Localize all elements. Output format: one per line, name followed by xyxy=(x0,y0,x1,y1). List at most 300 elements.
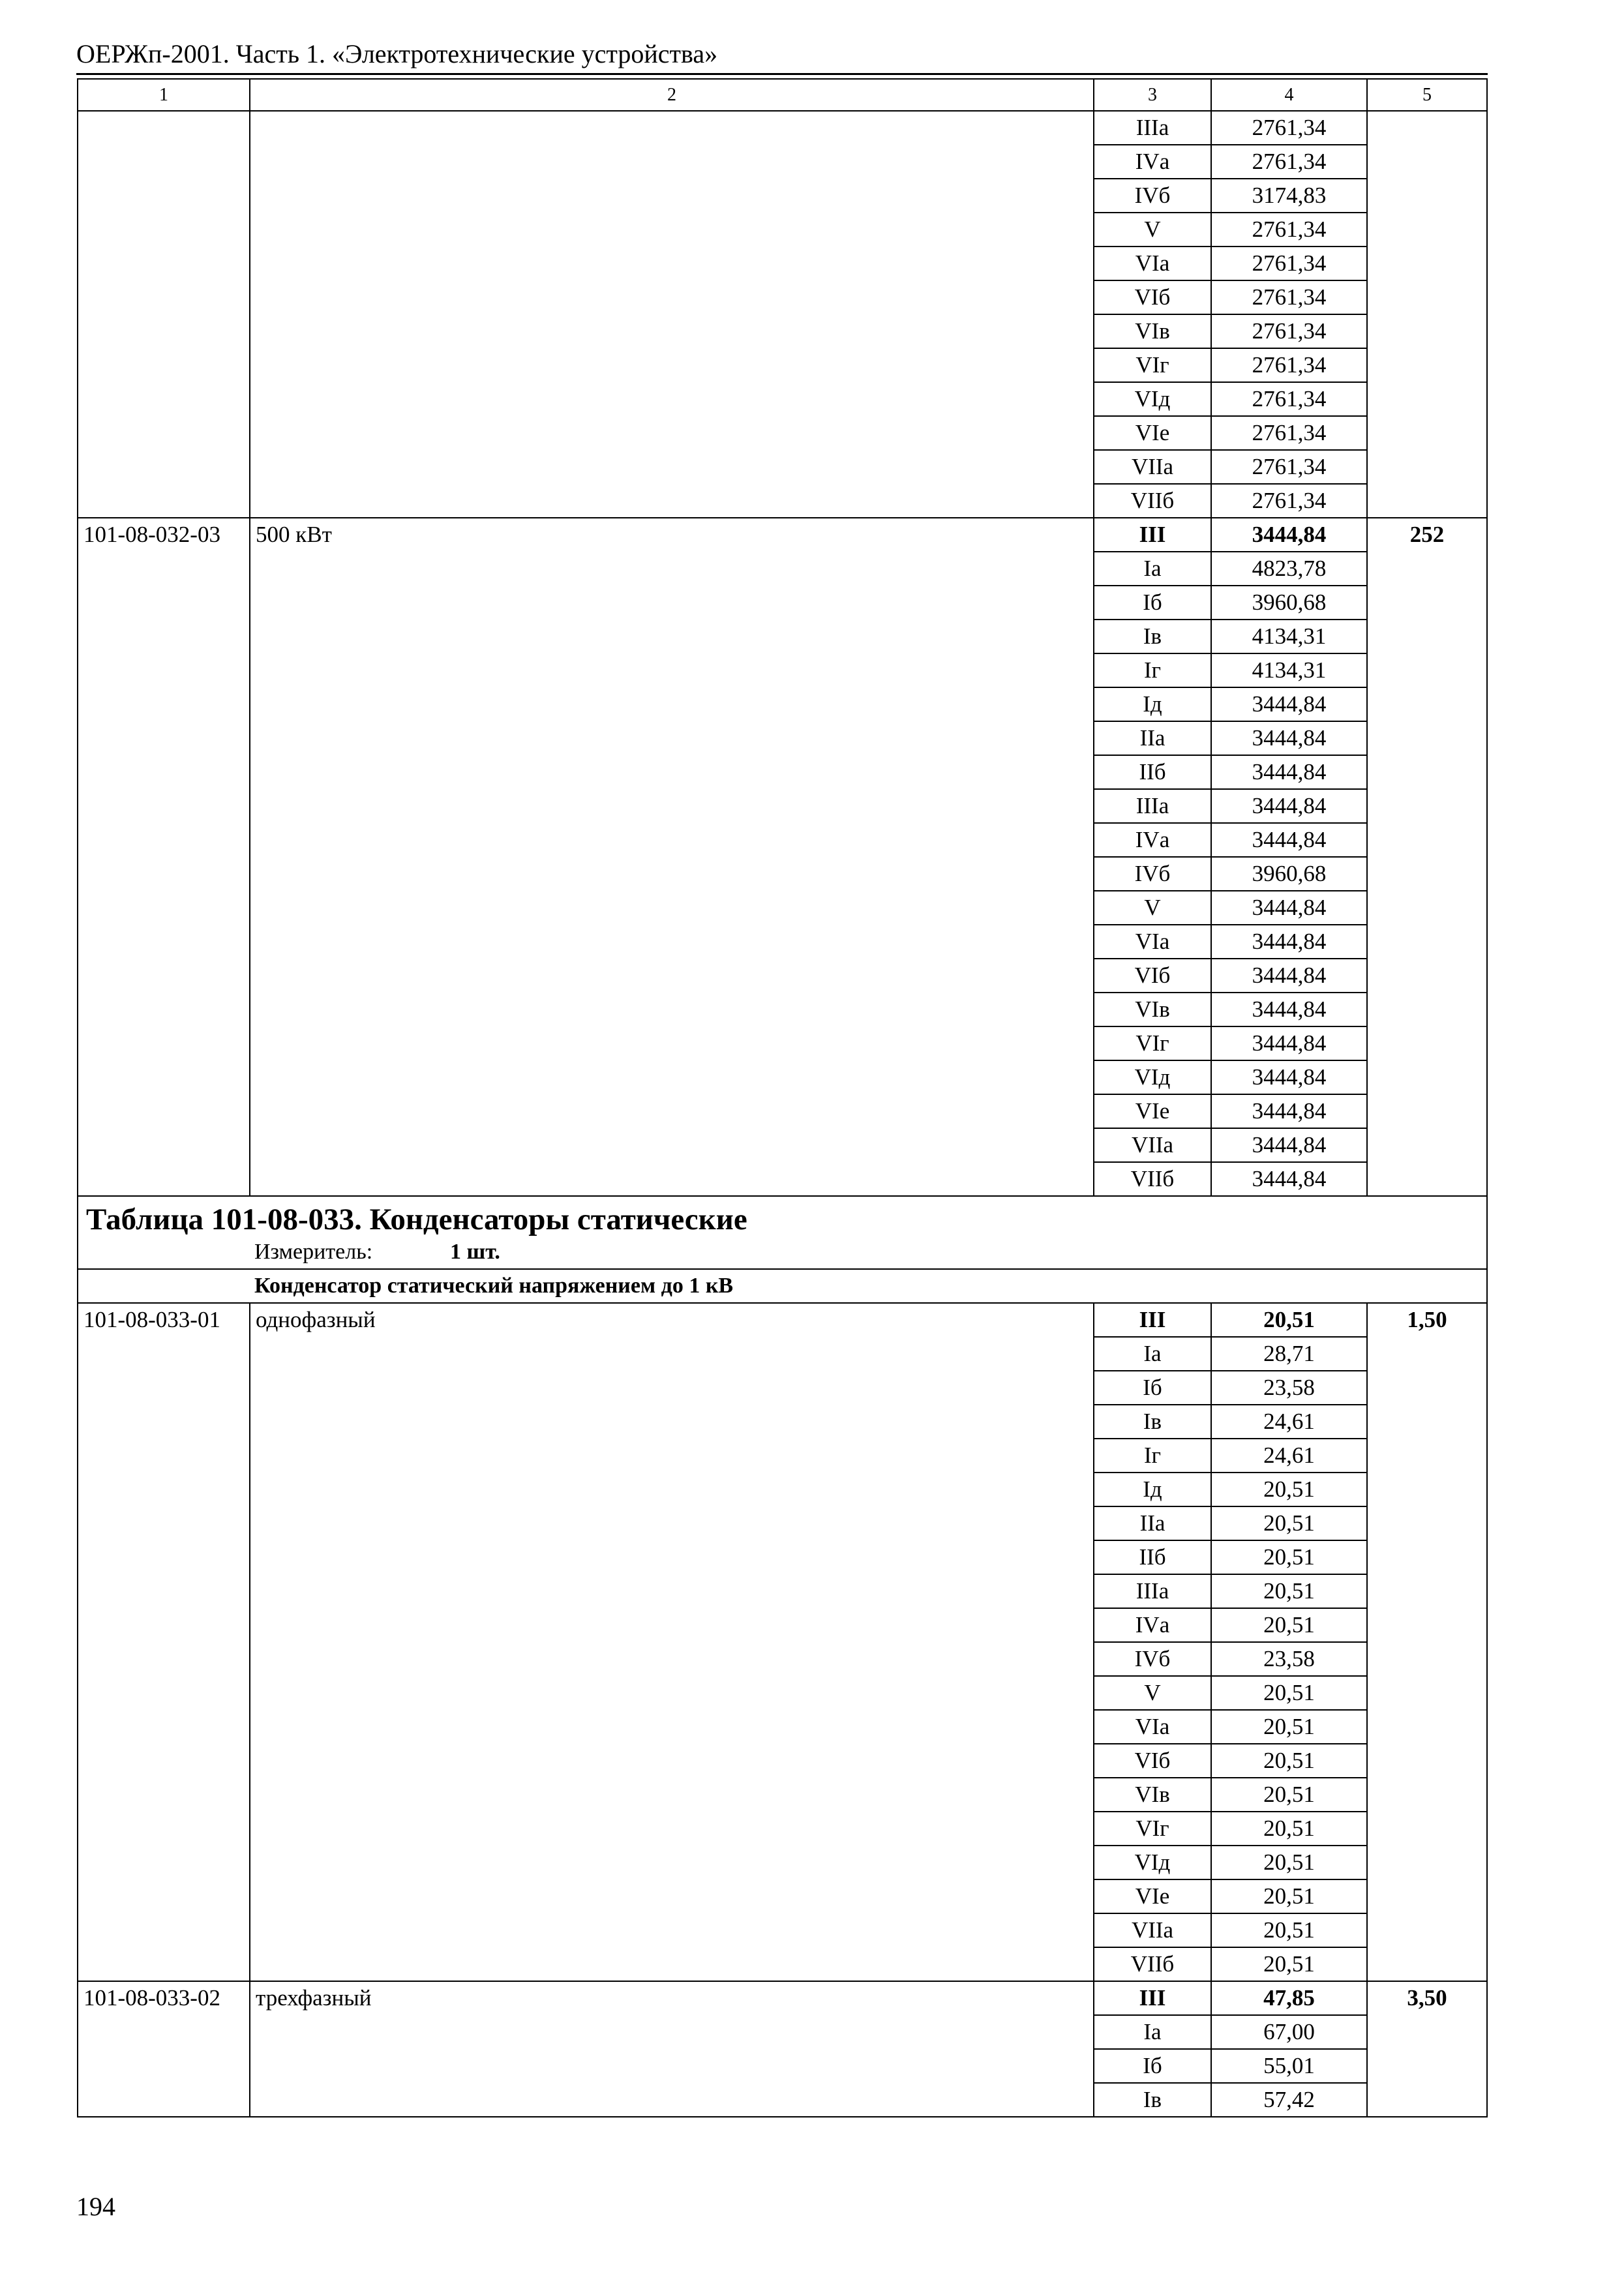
price-cell: 20,51 xyxy=(1211,1303,1367,1337)
rate-code xyxy=(78,789,250,823)
price-cell: 3960,68 xyxy=(1211,857,1367,891)
rate-description xyxy=(250,925,1094,959)
zone-cell: V xyxy=(1094,891,1211,925)
column-number: 1 xyxy=(78,79,250,111)
rate-description: 500 кВт xyxy=(250,518,1094,552)
price-cell: 3444,84 xyxy=(1211,993,1367,1026)
column-number: 3 xyxy=(1094,79,1211,111)
zone-cell: VIIа xyxy=(1094,1128,1211,1162)
table-row xyxy=(78,484,1487,518)
price-cell: 20,51 xyxy=(1211,1778,1367,1812)
zone-cell: IVб xyxy=(1094,179,1211,213)
rate-description xyxy=(250,1913,1094,1947)
rate-code xyxy=(78,823,250,857)
zone-cell: Iг xyxy=(1094,1439,1211,1473)
rate-code xyxy=(78,314,250,348)
price-cell: 20,51 xyxy=(1211,1846,1367,1879)
rate-description xyxy=(250,247,1094,280)
zone-cell: IIIа xyxy=(1094,1574,1211,1608)
table-row xyxy=(78,552,1487,586)
zone-cell: Iд xyxy=(1094,687,1211,721)
rate-code xyxy=(78,959,250,993)
column-5-value xyxy=(1367,857,1487,891)
rate-code xyxy=(78,1540,250,1574)
table-row xyxy=(78,1642,1487,1676)
zone-cell: Iа xyxy=(1094,552,1211,586)
rate-code xyxy=(78,1744,250,1778)
rate-description xyxy=(250,1094,1094,1128)
rate-code xyxy=(78,891,250,925)
table-row xyxy=(78,247,1487,280)
table-row xyxy=(78,586,1487,620)
column-5-value xyxy=(1367,789,1487,823)
rate-code xyxy=(78,1710,250,1744)
table-row xyxy=(78,1405,1487,1439)
price-cell: 3444,84 xyxy=(1211,518,1367,552)
price-cell: 20,51 xyxy=(1211,1574,1367,1608)
column-5-value xyxy=(1367,1405,1487,1439)
zone-cell: Iв xyxy=(1094,1405,1211,1439)
rate-code xyxy=(78,1337,250,1371)
table-row xyxy=(78,1128,1487,1162)
column-5-value xyxy=(1367,2015,1487,2049)
table-row xyxy=(78,1060,1487,1094)
rate-code xyxy=(78,1060,250,1094)
table-row xyxy=(78,2049,1487,2083)
price-cell: 3444,84 xyxy=(1211,1094,1367,1128)
zone-cell: III xyxy=(1094,1981,1211,2015)
zone-cell: Iг xyxy=(1094,653,1211,687)
column-5-value: 1,50 xyxy=(1367,1303,1487,1337)
column-5-value xyxy=(1367,755,1487,789)
rate-code xyxy=(78,1371,250,1405)
rate-code xyxy=(78,484,250,518)
rate-description xyxy=(250,687,1094,721)
rate-description xyxy=(250,552,1094,586)
zone-cell: IIIа xyxy=(1094,111,1211,145)
rate-description xyxy=(250,280,1094,314)
table-row xyxy=(78,1913,1487,1947)
table-row xyxy=(78,993,1487,1026)
table-row xyxy=(78,416,1487,450)
rate-code xyxy=(78,1676,250,1710)
zone-cell: IIа xyxy=(1094,721,1211,755)
price-cell: 67,00 xyxy=(1211,2015,1367,2049)
table-row xyxy=(78,1337,1487,1371)
zone-cell: VIе xyxy=(1094,416,1211,450)
zone-cell: Iб xyxy=(1094,2049,1211,2083)
zone-cell: Iб xyxy=(1094,1371,1211,1405)
rate-code xyxy=(78,382,250,416)
column-5-value xyxy=(1367,450,1487,484)
rate-code: 101-08-033-02 xyxy=(78,1981,250,2015)
column-5-value xyxy=(1367,959,1487,993)
zone-cell: Iв xyxy=(1094,620,1211,653)
zone-cell: VIг xyxy=(1094,1026,1211,1060)
rate-description xyxy=(250,1439,1094,1473)
column-5-value: 252 xyxy=(1367,518,1487,552)
column-5-value xyxy=(1367,2083,1487,2117)
column-5-value xyxy=(1367,993,1487,1026)
column-number: 2 xyxy=(250,79,1094,111)
price-cell: 3444,84 xyxy=(1211,823,1367,857)
rate-code xyxy=(78,1506,250,1540)
rate-code xyxy=(78,1094,250,1128)
rate-code xyxy=(78,1473,250,1506)
zone-cell: VIб xyxy=(1094,1744,1211,1778)
zone-cell: IIб xyxy=(1094,755,1211,789)
zone-cell: VIIб xyxy=(1094,1947,1211,1981)
table-row xyxy=(78,1506,1487,1540)
rate-code xyxy=(78,1162,250,1196)
table-row xyxy=(78,959,1487,993)
column-5-value xyxy=(1367,1128,1487,1162)
rate-description xyxy=(250,1371,1094,1405)
column-5-value xyxy=(1367,1473,1487,1506)
table-row xyxy=(78,1947,1487,1981)
rate-description: трехфазный xyxy=(250,1981,1094,2015)
table-row xyxy=(78,1608,1487,1642)
rate-code xyxy=(78,111,250,145)
rate-description xyxy=(250,1162,1094,1196)
table-title-row xyxy=(78,1196,1487,1269)
table-row xyxy=(78,518,1487,552)
column-5-value xyxy=(1367,179,1487,213)
table-row xyxy=(78,1439,1487,1473)
rate-code xyxy=(78,1439,250,1473)
rate-description xyxy=(250,1574,1094,1608)
price-cell: 3174,83 xyxy=(1211,179,1367,213)
rate-description xyxy=(250,1846,1094,1879)
table-row xyxy=(78,1574,1487,1608)
table-row xyxy=(78,823,1487,857)
table-row xyxy=(78,789,1487,823)
table-row xyxy=(78,382,1487,416)
zone-cell: VIд xyxy=(1094,1846,1211,1879)
rate-description xyxy=(250,620,1094,653)
table-row xyxy=(78,1473,1487,1506)
price-cell: 2761,34 xyxy=(1211,450,1367,484)
rate-code xyxy=(78,1846,250,1879)
rate-code xyxy=(78,145,250,179)
price-cell: 3444,84 xyxy=(1211,1162,1367,1196)
price-cell: 57,42 xyxy=(1211,2083,1367,2117)
rate-code xyxy=(78,1405,250,1439)
page-number: 194 xyxy=(76,2192,115,2221)
zone-cell: IVб xyxy=(1094,857,1211,891)
zone-cell: IIIа xyxy=(1094,789,1211,823)
rate-code xyxy=(78,1128,250,1162)
zone-cell: Iа xyxy=(1094,1337,1211,1371)
price-cell: 4823,78 xyxy=(1211,552,1367,586)
zone-cell: VIа xyxy=(1094,1710,1211,1744)
table-row xyxy=(78,1371,1487,1405)
price-cell: 2761,34 xyxy=(1211,111,1367,145)
price-cell: 3444,84 xyxy=(1211,959,1367,993)
table-row xyxy=(78,1744,1487,1778)
subheading: Конденсатор статический напряжением до 1 кВ xyxy=(78,1269,1487,1303)
table-row xyxy=(78,2083,1487,2117)
rate-description xyxy=(250,1540,1094,1574)
zone-cell: VIд xyxy=(1094,1060,1211,1094)
running-header: ОЕРЖп-2001. Часть 1. «Электротехнические устройства» xyxy=(76,39,718,68)
column-5-value xyxy=(1367,1574,1487,1608)
rate-description xyxy=(250,1337,1094,1371)
column-number-row xyxy=(78,79,1487,111)
price-cell: 23,58 xyxy=(1211,1642,1367,1676)
zone-cell: III xyxy=(1094,1303,1211,1337)
price-cell: 3444,84 xyxy=(1211,1060,1367,1094)
rate-description xyxy=(250,789,1094,823)
rate-description xyxy=(250,1676,1094,1710)
table-row xyxy=(78,687,1487,721)
price-cell: 20,51 xyxy=(1211,1744,1367,1778)
column-5-value xyxy=(1367,1710,1487,1744)
rate-description xyxy=(250,823,1094,857)
table-row xyxy=(78,1540,1487,1574)
price-cell: 3444,84 xyxy=(1211,789,1367,823)
column-5-value xyxy=(1367,382,1487,416)
zone-cell: VIг xyxy=(1094,348,1211,382)
zone-cell: IVа xyxy=(1094,823,1211,857)
column-5-value xyxy=(1367,314,1487,348)
rate-code xyxy=(78,857,250,891)
table-row xyxy=(78,1846,1487,1879)
zone-cell: VIе xyxy=(1094,1879,1211,1913)
table-row xyxy=(78,213,1487,247)
column-5-value xyxy=(1367,1540,1487,1574)
table-row xyxy=(78,721,1487,755)
column-5-value xyxy=(1367,247,1487,280)
rate-code xyxy=(78,1642,250,1676)
rate-description xyxy=(250,111,1094,145)
price-cell: 24,61 xyxy=(1211,1405,1367,1439)
zone-cell: Iд xyxy=(1094,1473,1211,1506)
price-cell: 20,51 xyxy=(1211,1473,1367,1506)
column-5-value: 3,50 xyxy=(1367,1981,1487,2015)
column-5-value xyxy=(1367,1094,1487,1128)
table-row xyxy=(78,925,1487,959)
column-5-value xyxy=(1367,1812,1487,1846)
table-row xyxy=(78,1026,1487,1060)
price-cell: 2761,34 xyxy=(1211,484,1367,518)
rate-code xyxy=(78,213,250,247)
rate-code xyxy=(78,1947,250,1981)
rate-description xyxy=(250,586,1094,620)
rate-description xyxy=(250,1710,1094,1744)
table-row xyxy=(78,1303,1487,1337)
column-5-value xyxy=(1367,1371,1487,1405)
rate-description xyxy=(250,1608,1094,1642)
price-cell: 2761,34 xyxy=(1211,314,1367,348)
rate-description xyxy=(250,1060,1094,1094)
column-5-value xyxy=(1367,416,1487,450)
rate-code: 101-08-032-03 xyxy=(78,518,250,552)
price-cell: 3444,84 xyxy=(1211,1026,1367,1060)
table-row xyxy=(78,111,1487,145)
column-5-value xyxy=(1367,145,1487,179)
column-5-value xyxy=(1367,1026,1487,1060)
rate-description xyxy=(250,959,1094,993)
rate-description: однофазный xyxy=(250,1303,1094,1337)
rate-code xyxy=(78,586,250,620)
zone-cell: IVа xyxy=(1094,1608,1211,1642)
zone-cell: VIа xyxy=(1094,925,1211,959)
column-5-value xyxy=(1367,891,1487,925)
price-cell: 20,51 xyxy=(1211,1812,1367,1846)
measure-value: 1 шт. xyxy=(450,1240,500,1264)
table-row xyxy=(78,891,1487,925)
zone-cell: Iв xyxy=(1094,2083,1211,2117)
rate-description xyxy=(250,891,1094,925)
table-row xyxy=(78,1710,1487,1744)
rate-code xyxy=(78,620,250,653)
zone-cell: VIIб xyxy=(1094,1162,1211,1196)
table-row xyxy=(78,1162,1487,1196)
zone-cell: VIб xyxy=(1094,959,1211,993)
zone-cell: VIIа xyxy=(1094,450,1211,484)
price-cell: 20,51 xyxy=(1211,1947,1367,1981)
rate-description xyxy=(250,1947,1094,1981)
rate-code xyxy=(78,1026,250,1060)
price-cell: 24,61 xyxy=(1211,1439,1367,1473)
table-title-cell xyxy=(78,1196,1487,1269)
rate-description xyxy=(250,1405,1094,1439)
rate-code xyxy=(78,416,250,450)
zone-cell: V xyxy=(1094,213,1211,247)
column-5-value xyxy=(1367,1947,1487,1981)
zone-cell: IVб xyxy=(1094,1642,1211,1676)
column-5-value xyxy=(1367,823,1487,857)
rate-code xyxy=(78,1574,250,1608)
rate-code xyxy=(78,925,250,959)
rate-description xyxy=(250,1506,1094,1540)
rate-code xyxy=(78,552,250,586)
price-cell: 20,51 xyxy=(1211,1608,1367,1642)
column-5-value xyxy=(1367,1778,1487,1812)
rate-code xyxy=(78,1778,250,1812)
price-cell: 3444,84 xyxy=(1211,755,1367,789)
price-cell: 20,51 xyxy=(1211,1540,1367,1574)
measure-label: Измеритель: xyxy=(254,1240,373,1264)
rate-code xyxy=(78,348,250,382)
rate-description xyxy=(250,213,1094,247)
table-row xyxy=(78,1812,1487,1846)
column-5-value xyxy=(1367,1162,1487,1196)
column-5-value xyxy=(1367,1744,1487,1778)
rates-table xyxy=(77,78,1488,2117)
price-cell: 2761,34 xyxy=(1211,348,1367,382)
rate-description xyxy=(250,653,1094,687)
rate-description xyxy=(250,450,1094,484)
column-5-value xyxy=(1367,1676,1487,1710)
table-row xyxy=(78,1094,1487,1128)
zone-cell: VIе xyxy=(1094,1094,1211,1128)
column-5-value xyxy=(1367,925,1487,959)
column-5-value xyxy=(1367,280,1487,314)
table-row xyxy=(78,1778,1487,1812)
rate-code xyxy=(78,1913,250,1947)
price-cell: 20,51 xyxy=(1211,1506,1367,1540)
table-row xyxy=(78,179,1487,213)
rate-description xyxy=(250,416,1094,450)
table-row xyxy=(78,450,1487,484)
rate-description xyxy=(250,721,1094,755)
rate-code xyxy=(78,755,250,789)
rate-description xyxy=(250,314,1094,348)
table-row xyxy=(78,653,1487,687)
zone-cell: VIб xyxy=(1094,280,1211,314)
column-number: 5 xyxy=(1367,79,1487,111)
rate-description xyxy=(250,1642,1094,1676)
zone-cell: IIа xyxy=(1094,1506,1211,1540)
table-row xyxy=(78,2015,1487,2049)
table-row xyxy=(78,1879,1487,1913)
rate-code xyxy=(78,721,250,755)
zone-cell: IVа xyxy=(1094,145,1211,179)
column-5-value xyxy=(1367,1439,1487,1473)
rate-code xyxy=(78,993,250,1026)
price-cell: 20,51 xyxy=(1211,1913,1367,1947)
rate-code xyxy=(78,450,250,484)
table-row xyxy=(78,348,1487,382)
table-title: Таблица 101-08-033. Конденсаторы статические xyxy=(86,1203,747,1236)
rate-description xyxy=(250,382,1094,416)
price-cell: 20,51 xyxy=(1211,1676,1367,1710)
column-5-value xyxy=(1367,620,1487,653)
zone-cell: VIв xyxy=(1094,1778,1211,1812)
column-5-value xyxy=(1367,1337,1487,1371)
price-cell: 23,58 xyxy=(1211,1371,1367,1405)
price-cell: 4134,31 xyxy=(1211,620,1367,653)
price-cell: 3444,84 xyxy=(1211,1128,1367,1162)
price-cell: 3444,84 xyxy=(1211,925,1367,959)
rate-description xyxy=(250,1879,1094,1913)
rate-code xyxy=(78,179,250,213)
price-cell: 20,51 xyxy=(1211,1879,1367,1913)
zone-cell: VIд xyxy=(1094,382,1211,416)
zone-cell: V xyxy=(1094,1676,1211,1710)
rate-code xyxy=(78,687,250,721)
rate-description xyxy=(250,857,1094,891)
column-5-value xyxy=(1367,1608,1487,1642)
column-5-value xyxy=(1367,721,1487,755)
rate-code: 101-08-033-01 xyxy=(78,1303,250,1337)
rate-code xyxy=(78,2049,250,2083)
rate-description xyxy=(250,1026,1094,1060)
column-5-value xyxy=(1367,1846,1487,1879)
zone-cell: Iа xyxy=(1094,2015,1211,2049)
rate-description xyxy=(250,2083,1094,2117)
column-5-value xyxy=(1367,2049,1487,2083)
column-5-value xyxy=(1367,1642,1487,1676)
rate-description xyxy=(250,993,1094,1026)
zone-cell: Iб xyxy=(1094,586,1211,620)
price-cell: 4134,31 xyxy=(1211,653,1367,687)
column-5-value xyxy=(1367,111,1487,145)
zone-cell: IIб xyxy=(1094,1540,1211,1574)
rate-description xyxy=(250,1812,1094,1846)
table-row xyxy=(78,857,1487,891)
price-cell: 2761,34 xyxy=(1211,145,1367,179)
rate-description xyxy=(250,2049,1094,2083)
rate-description xyxy=(250,145,1094,179)
price-cell: 3444,84 xyxy=(1211,721,1367,755)
rate-code xyxy=(78,2015,250,2049)
column-5-value xyxy=(1367,1879,1487,1913)
rate-description xyxy=(250,1778,1094,1812)
column-number: 4 xyxy=(1211,79,1367,111)
